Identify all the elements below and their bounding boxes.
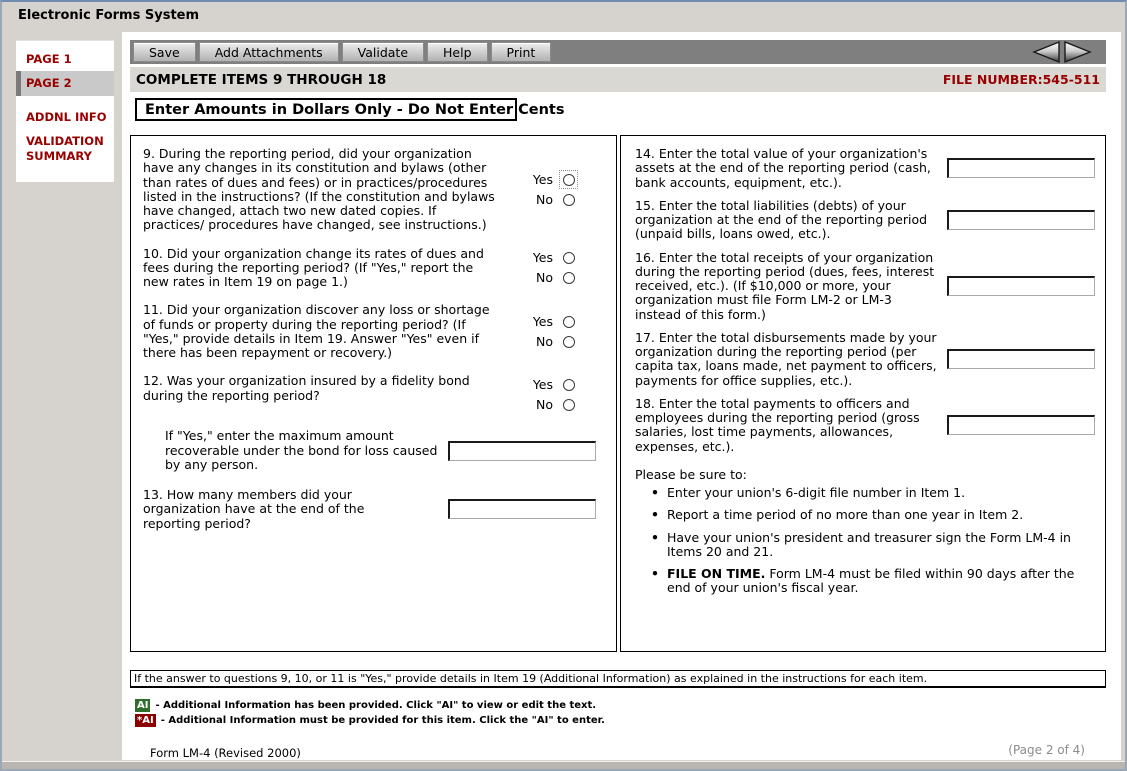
question-9-text: 9. During the reporting period, did your organization have any changes in its constitution and bylaws (other than rates of dues and fees) or in practices/procedures listed in the instructions? (If the constitution and bylaws have changed, attach two new dated copies. If practices/ procedures have changed, see instructions.) xyxy=(143,146,495,233)
question-10-no-label: No xyxy=(536,270,553,286)
sidebar-item-addnl-info[interactable]: ADDNL INFO xyxy=(26,109,107,124)
question-11-row xyxy=(143,303,606,360)
sidebar xyxy=(16,40,114,182)
question-15-row xyxy=(635,199,1097,242)
question-18-text: 18. Enter the total payments to officers and employees during the reporting period (gross salaries, lost time payments, allowances, expenses, etc.). xyxy=(635,395,920,454)
question-9-yes-label: Yes xyxy=(532,172,553,188)
instructions-note-box: If the answer to questions 9, 10, or 11 is "Yes," provide details in Item 19 (Additional Information) as explained in the instructions for each item. xyxy=(130,670,1106,688)
question-17-row xyxy=(635,331,1097,388)
question-11-yes-label: Yes xyxy=(532,314,553,330)
reminder-text: Have your union's president and treasurer sign the Form LM-4 in Items 20 and 21. xyxy=(667,529,1071,559)
total-payments-input[interactable] xyxy=(947,415,1095,435)
question-18-row xyxy=(635,397,1097,454)
reminder-text-rest: Form LM-4 must be filed within 90 days after the end of your union's fiscal year. xyxy=(667,566,1075,596)
question-10-yes-label: Yes xyxy=(532,250,553,266)
question-10-yes-radio[interactable] xyxy=(559,248,578,267)
ai-provided-legend-text: - Additional Information has been provided. Click "AI" to view or edit the text. xyxy=(155,700,597,711)
question-13-text: 13. How many members did your organization have at the end of the reporting period? xyxy=(143,487,365,531)
total-assets-input[interactable] xyxy=(947,158,1095,178)
radio-circle-icon xyxy=(563,252,575,264)
save-button[interactable]: Save xyxy=(133,42,196,62)
question-16-row xyxy=(635,251,1097,322)
questions-14-18-panel xyxy=(620,135,1106,652)
toolbar xyxy=(130,40,1106,64)
amounts-banner: Enter Amounts in Dollars Only - Do Not Enter Cents xyxy=(135,98,517,121)
question-13-row xyxy=(143,488,606,531)
question-11-yes-radio[interactable] xyxy=(559,312,578,331)
file-number: FILE NUMBER:545-511 xyxy=(942,72,1100,87)
radio-circle-icon xyxy=(563,272,575,284)
question-12-yes-radio[interactable] xyxy=(559,375,578,394)
reminders-title: Please be sure to: xyxy=(635,466,747,482)
reminder-item xyxy=(651,567,1097,596)
questions-9-13-panel xyxy=(130,135,617,652)
ai-provided-badge-icon: AI xyxy=(137,700,149,711)
sidebar-item-page1[interactable]: PAGE 1 xyxy=(26,52,72,66)
total-disbursements-input[interactable] xyxy=(947,349,1095,369)
bond-amount-input[interactable] xyxy=(448,441,596,461)
next-page-arrow-icon[interactable] xyxy=(1063,39,1093,65)
ai-legend xyxy=(135,699,605,729)
reminder-item xyxy=(651,531,1097,560)
question-9-no-label: No xyxy=(536,192,553,208)
main-content xyxy=(122,32,1121,760)
help-button[interactable]: Help xyxy=(427,42,488,62)
bullet-icon: • xyxy=(651,529,659,545)
question-12-no-radio[interactable] xyxy=(559,395,578,414)
section-header xyxy=(130,67,1106,92)
question-17-text: 17. Enter the total disbursements made by your organization during the reporting period (per capita tax, loans made, net payment to officers, payments for office supplies, etc.). xyxy=(635,329,937,388)
question-12-sub-text: If "Yes," enter the maximum amount recoverable under the bond for loss caused by any person. xyxy=(165,428,438,472)
radio-circle-icon xyxy=(563,174,575,186)
question-10-text: 10. Did your organization change its rates of dues and fees during the reporting period? (If "Yes," report the new rates in Item 19 on page 1.) xyxy=(143,245,484,289)
question-9-row xyxy=(143,147,606,233)
validate-button[interactable]: Validate xyxy=(342,42,424,62)
question-10-no-radio[interactable] xyxy=(559,268,578,287)
previous-page-arrow-icon[interactable] xyxy=(1031,39,1061,65)
radio-circle-icon xyxy=(563,194,575,206)
reminder-text xyxy=(667,567,1097,596)
reminder-item xyxy=(651,508,1097,522)
question-9-radios xyxy=(533,169,578,210)
page-navigation xyxy=(1031,39,1093,65)
reminder-text: Report a time period of no more than one year in Item 2. xyxy=(667,507,1024,523)
question-15-text: 15. Enter the total liabilities (debts) of your organization at the end of the reporting period (unpaid bills, loans owed, etc.). xyxy=(635,197,928,242)
question-12-text: 12. Was your organization insured by a fidelity bond during the reporting period? xyxy=(143,373,470,403)
members-count-input[interactable] xyxy=(448,499,596,519)
question-11-radios xyxy=(533,311,578,352)
sidebar-spacer xyxy=(16,96,114,105)
ai-required-legend-line xyxy=(135,714,605,727)
ai-required-badge-icon: *AI xyxy=(137,715,154,726)
question-12-yes-label: Yes xyxy=(532,377,553,393)
ai-required-legend-text: - Additional Information must be provided for this item. Click the "AI" to enter. xyxy=(160,715,605,726)
ai-provided-legend-line xyxy=(135,699,605,712)
question-10-row xyxy=(143,247,606,290)
question-11-no-radio[interactable] xyxy=(559,332,578,351)
question-14-row xyxy=(635,147,1097,190)
reminder-text: Enter your union's 6-digit file number in Item 1. xyxy=(667,485,966,500)
sidebar-item-validation-summary[interactable]: VALIDATION SUMMARY xyxy=(26,134,104,163)
question-12-no-label: No xyxy=(536,397,553,413)
radio-circle-icon xyxy=(563,316,575,328)
app-title: Electronic Forms System xyxy=(18,8,200,23)
total-liabilities-input[interactable] xyxy=(947,210,1095,230)
radio-circle-icon xyxy=(563,379,575,391)
section-title: COMPLETE ITEMS 9 THROUGH 18 xyxy=(136,71,387,88)
question-11-no-label: No xyxy=(536,334,553,350)
question-12-radios xyxy=(533,374,578,415)
form-name-footer: Form LM-4 (Revised 2000) xyxy=(150,746,301,760)
question-12-row xyxy=(143,374,606,415)
reminder-item xyxy=(651,486,1097,500)
question-11-text: 11. Did your organization discover any loss or shortage of funds or property during the reporting period? (If "Yes," provide details in Item 19. Answer "Yes" even if there has been repayment or recovery.) xyxy=(143,302,490,360)
question-16-text: 16. Enter the total receipts of your organization during the reporting period (dues, fees, interest received, etc.). (If $10,000 or more, your organization must file Form LM-2 or LM-3 instead of this form.) xyxy=(635,249,935,322)
question-14-text: 14. Enter the total value of your organization's assets at the end of the reporting period (cash, bank accounts, equipment, etc.). xyxy=(635,146,931,190)
question-9-yes-radio[interactable] xyxy=(559,170,578,189)
add-attachments-button[interactable]: Add Attachments xyxy=(199,42,339,62)
bullet-icon: • xyxy=(651,566,659,581)
question-12-sub-row xyxy=(165,429,606,472)
radio-circle-icon xyxy=(563,336,575,348)
radio-circle-icon xyxy=(563,399,575,411)
page-indicator: (Page 2 of 4) xyxy=(1008,743,1085,757)
bullet-icon: • xyxy=(651,485,659,500)
question-10-radios xyxy=(533,247,578,288)
reminders-section xyxy=(635,468,1097,596)
sidebar-item-page2[interactable]: PAGE 2 xyxy=(16,71,114,95)
reminder-text-bold: FILE ON TIME. xyxy=(667,566,766,581)
question-9-no-radio[interactable] xyxy=(559,190,578,209)
print-button[interactable]: Print xyxy=(491,42,552,62)
bullet-icon: • xyxy=(651,507,659,523)
window-bottom-edge xyxy=(2,761,1125,769)
total-receipts-input[interactable] xyxy=(947,276,1095,296)
